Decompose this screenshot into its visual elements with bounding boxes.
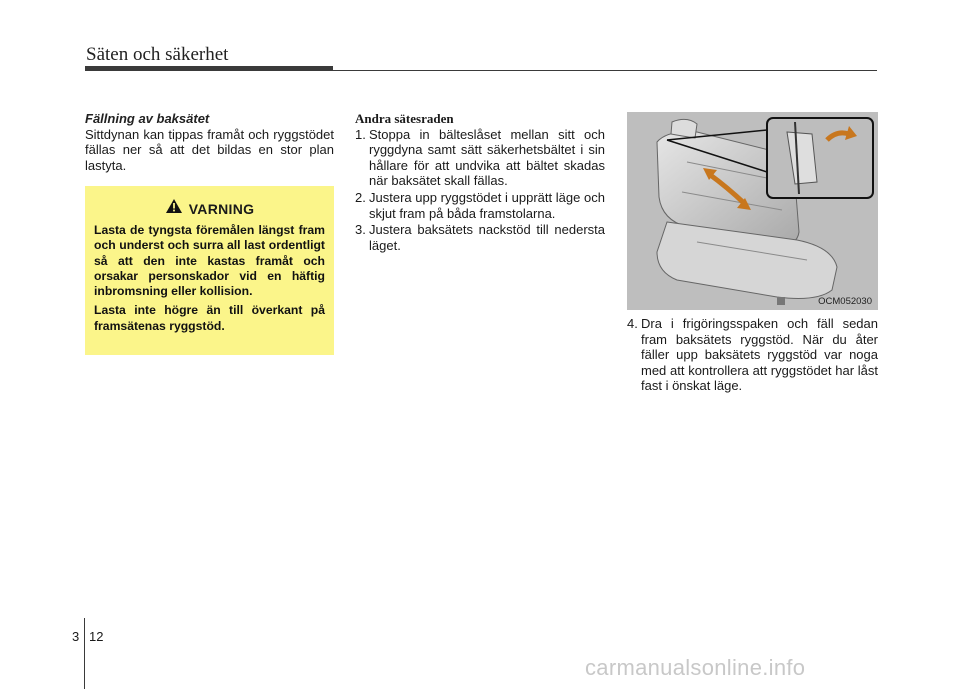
intro-paragraph: Sittdynan kan tippas framåt och ryggstödet fällas ner så att det bildas en stor plan lastyta. (85, 126, 334, 173)
header-rule-thin (333, 70, 877, 71)
middle-column (355, 111, 605, 254)
chapter-number: 3 (72, 629, 80, 644)
list-item-text: Stoppa in bälteslåset mellan sitt och ryggdyna samt sätt säkerhetsbältet i sin hållare för att undvika att bältet skadas när baksätet skall fällas. (369, 126, 605, 189)
list-item-text: Dra i frigöringsspaken och fäll sedan fram baksätets ryggstöd. När du åter fäller upp baksätets ryggstöd var noga med att kontrollera att ryggstödet har låst fast i önskat läge. (641, 316, 878, 394)
list-item-number: 2. (355, 189, 366, 205)
seat-fold-illustration (627, 112, 878, 310)
figure-code: OCM052030 (818, 296, 872, 307)
watermark: carmanualsonline.info (585, 655, 806, 680)
steps-list (355, 127, 605, 254)
warning-box (85, 186, 334, 355)
warning-paragraph-1: Lasta de tyngsta föremålen längst fram och underst och surra all last ordentligt så att den inte kastas framåt och orsakar personskador vid en häftig inbromsning eller kollision. (94, 223, 325, 299)
header-rule-thick (85, 66, 333, 71)
page-number: 12 (89, 629, 104, 644)
list-item-number: 3. (355, 222, 366, 238)
rear-seat-drawing (627, 112, 878, 310)
list-item (355, 190, 605, 221)
subsection-heading: Andra sätesraden (355, 111, 454, 126)
list-item-number: 1. (355, 126, 366, 142)
list-item (355, 222, 605, 253)
footer-divider (84, 618, 85, 689)
right-column (627, 316, 878, 395)
left-column (85, 111, 334, 173)
section-title: Fällning av baksätet (85, 111, 210, 126)
list-item (627, 316, 878, 394)
list-item-text: Justera upp ryggstödet i upprätt läge och skjut fram på båda framstolarna. (369, 189, 605, 221)
list-item (355, 127, 605, 189)
list-item-number: 4. (627, 316, 638, 331)
steps-list-continued (627, 316, 878, 394)
page-header-title: Säten och säkerhet (86, 44, 229, 65)
warning-triangle-icon (165, 198, 183, 219)
warning-paragraph-2: Lasta inte högre än till överkant på framsätenas ryggstöd. (94, 303, 325, 333)
warning-header (94, 198, 325, 219)
warning-title: VARNING (188, 200, 255, 217)
list-item-text: Justera baksätets nackstöd till nedersta läget. (369, 222, 605, 253)
